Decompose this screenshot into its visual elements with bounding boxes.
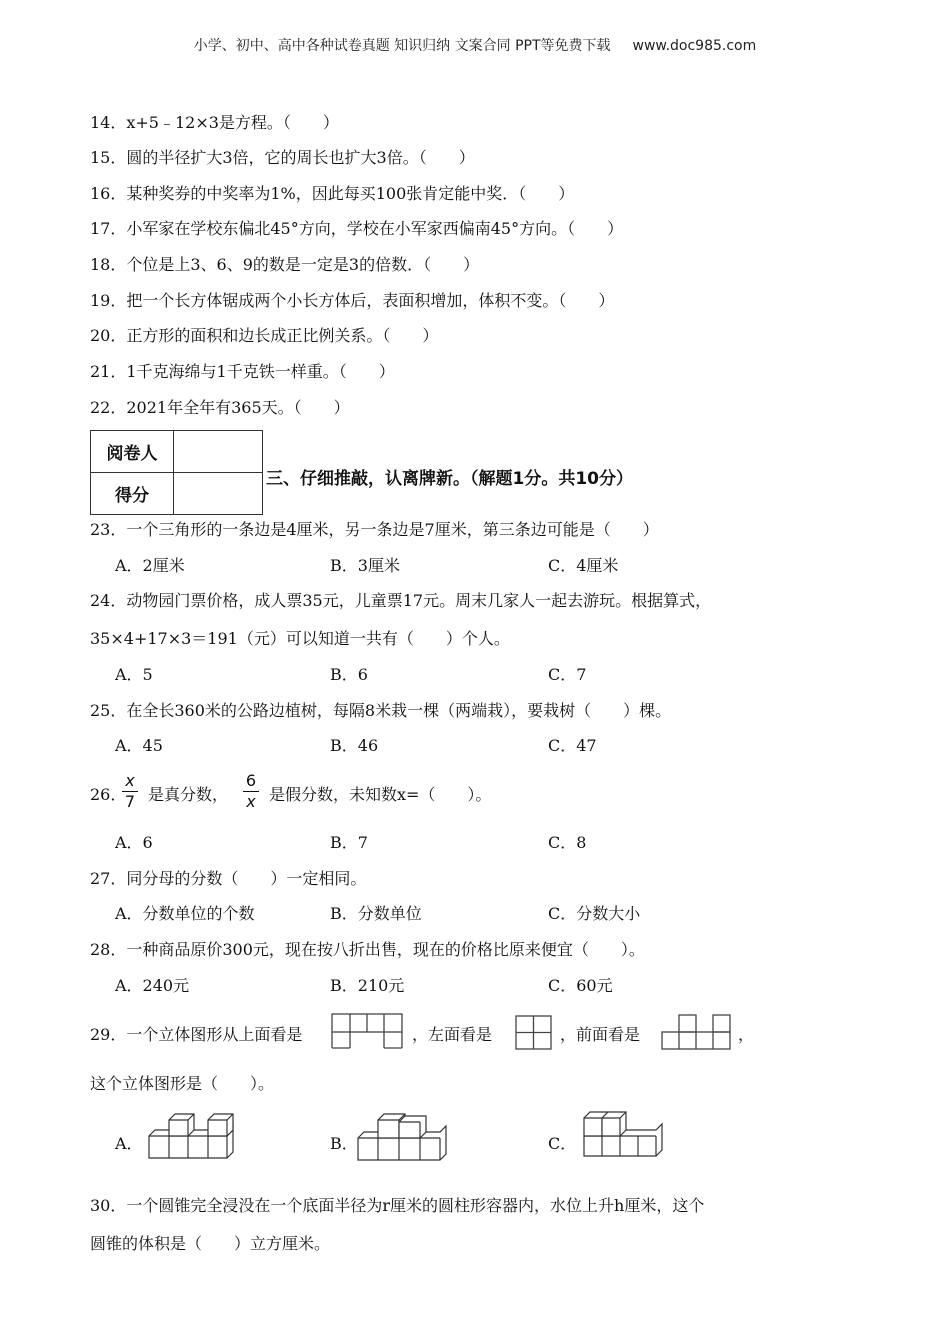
q29-part1: 29．一个立体图形从上面看是 (90, 1025, 303, 1044)
fraction-6-over-x (243, 772, 259, 811)
q29-option-a-label: A． (115, 1134, 143, 1153)
q26-option-b: B．7 (330, 833, 368, 852)
option-a-cube-figure (147, 1108, 237, 1160)
top-view-figure (330, 1012, 404, 1050)
question-14: 14．x+5﹣12×3是方程。（ ） (90, 113, 339, 132)
fraction-x-over-7 (122, 772, 138, 811)
section-3-title: 三、仔细推敲，认离牌新。（解题1分。共10分） (266, 469, 633, 489)
question-27: 27．同分母的分数（ ）一定相同。 (90, 869, 367, 888)
q29-part4: ， (738, 1025, 755, 1044)
left-view-figure (514, 1014, 554, 1052)
question-23: 23．一个三角形的一条边是4厘米，另一条边是7厘米，第三条边可能是（ ） (90, 520, 659, 539)
score-field[interactable] (174, 473, 263, 515)
q29-part2: ，左面看是 (412, 1025, 493, 1044)
q26-mid-text: 是真分数， (148, 785, 229, 804)
q26-option-c: C．8 (548, 833, 587, 852)
question-15: 15．圆的半径扩大3倍，它的周长也扩大3倍。（ ） (90, 148, 475, 167)
q23-option-b: B．3厘米 (330, 556, 400, 575)
reviewer-label: 阅卷人 (91, 431, 174, 473)
fraction-denominator: 7 (124, 792, 136, 811)
q24-option-a: A．5 (115, 665, 153, 684)
fraction-numerator: 6 (245, 771, 257, 790)
q27-option-a: A．分数单位的个数 (115, 904, 255, 923)
score-table (90, 430, 263, 515)
q23-option-c: C．4厘米 (548, 556, 619, 575)
question-28: 28．一种商品原价300元，现在按八折出售，现在的价格比原来便宜（ ）。 (90, 940, 645, 959)
fraction-numerator: x (125, 771, 135, 790)
option-c-cube-figure (582, 1106, 664, 1158)
q26-option-a: A．6 (115, 833, 153, 852)
fraction-denominator: x (246, 792, 256, 811)
q24-option-c: C．7 (548, 665, 587, 684)
q27-option-c: C．分数大小 (548, 904, 641, 923)
question-21: 21．1千克海绵与1千克铁一样重。（ ） (90, 362, 395, 381)
question-17: 17．小军家在学校东偏北45°方向，学校在小军家西偏南45°方向。（ ） (90, 219, 624, 238)
q27-option-b: B．分数单位 (330, 904, 422, 923)
q29-option-b-label: B． (330, 1134, 358, 1153)
question-30-line2: 圆锥的体积是（ ）立方厘米。 (90, 1234, 331, 1253)
reviewer-field[interactable] (174, 431, 263, 473)
header-text: 小学、初中、高中各种试卷真题 知识归纳 文案合同 PPT等免费下载 (193, 38, 611, 54)
front-view-figure (660, 1012, 732, 1052)
page-header (0, 35, 950, 55)
q29-part3: ，前面看是 (560, 1025, 641, 1044)
header-site-link[interactable]: www.doc985.com (632, 38, 757, 54)
question-19: 19．把一个长方体锯成两个小长方体后，表面积增加，体积不变。（ ） (90, 291, 615, 310)
question-29-line2: 这个立体图形是（ ）。 (90, 1074, 275, 1093)
question-22: 22．2021年全年有365天。（ ） (90, 398, 350, 417)
q29-option-c-label: C． (548, 1134, 577, 1153)
q23-option-a: A．2厘米 (115, 556, 185, 575)
q28-option-a: A．240元 (115, 976, 190, 995)
q28-option-c: C．60元 (548, 976, 613, 995)
q26-tail-text: 是假分数，未知数x=（ ）。 (269, 785, 492, 804)
question-16: 16．某种奖券的中奖率为1%，因此每买100张肯定能中奖．（ ） (90, 184, 575, 203)
question-30-line1: 30．一个圆锥完全浸没在一个底面半径为r厘米的圆柱形容器内，水位上升h厘米，这个 (90, 1196, 705, 1215)
q25-option-c: C．47 (548, 736, 597, 755)
question-24-line2: 35×4+17×3＝191（元）可以知道一共有（ ）个人。 (90, 629, 510, 648)
question-25: 25．在全长360米的公路边植树，每隔8米栽一棵（两端栽），要栽树（ ）棵。 (90, 701, 672, 720)
question-24-line1: 24．动物园门票价格，成人票35元，儿童票17元。周末几家人一起去游玩。根据算式， (90, 591, 712, 610)
option-b-cube-figure (356, 1108, 448, 1162)
question-20: 20．正方形的面积和边长成正比例关系。（ ） (90, 326, 439, 345)
q25-option-a: A．45 (115, 736, 163, 755)
q24-option-b: B．6 (330, 665, 368, 684)
question-18: 18．个位是上3、6、9的数是一定是3的倍数．（ ） (90, 255, 480, 274)
q28-option-b: B．210元 (330, 976, 405, 995)
score-label: 得分 (91, 473, 174, 515)
q26-number: 26． (90, 785, 127, 804)
q25-option-b: B．46 (330, 736, 379, 755)
